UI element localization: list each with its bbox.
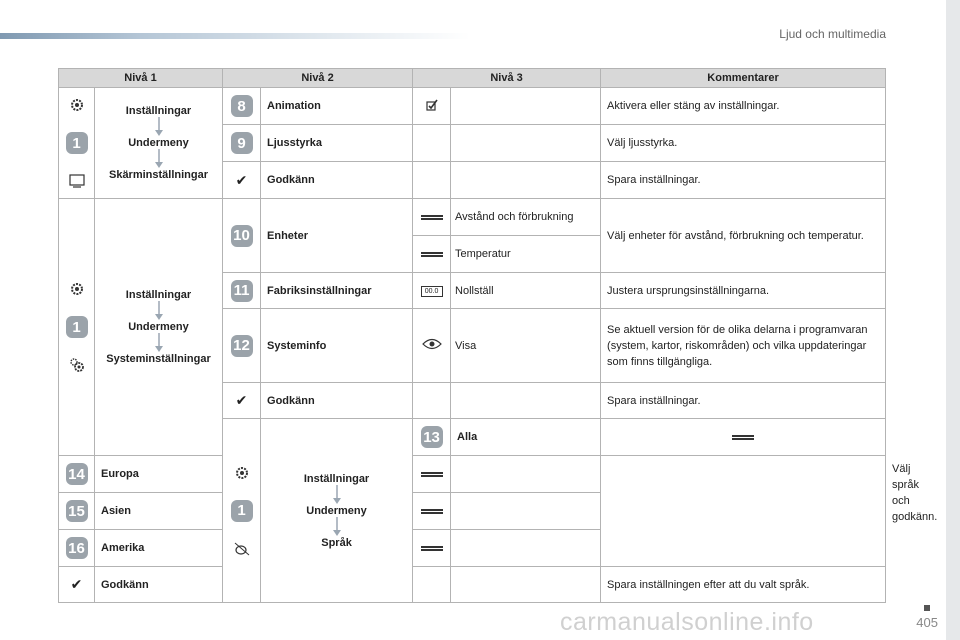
- level2-label: Godkänn: [95, 567, 223, 603]
- arrow-down-icon: [154, 149, 164, 169]
- group3-flow: [261, 419, 413, 603]
- comment-text: Justera ursprungsinställningarna.: [601, 273, 886, 309]
- level2-label: Enheter: [261, 199, 413, 273]
- table-row: [59, 530, 886, 567]
- step-badge: 11: [231, 280, 253, 302]
- group1-icons: [59, 88, 95, 199]
- level3-label: Temperatur: [451, 236, 601, 273]
- col-header-level1: Nivå 1: [59, 69, 223, 88]
- level2-label: Ljusstyrka: [261, 125, 413, 162]
- arrow-down-icon: [154, 301, 164, 321]
- flow-step: Inställningar: [125, 289, 192, 301]
- col-header-comments: Kommentarer: [601, 69, 886, 88]
- comment-text: Aktivera eller stäng av inställningar.: [601, 88, 886, 125]
- page-edge-strip: [946, 0, 960, 640]
- table-header-row: [59, 69, 886, 88]
- comment-text: Välj ljusstyrka.: [601, 125, 886, 162]
- step-badge: 12: [231, 335, 253, 357]
- step-badge: 8: [231, 95, 253, 117]
- level2-label: Europa: [95, 456, 223, 493]
- level2-label: Godkänn: [261, 162, 413, 199]
- arrow-down-icon: [332, 485, 342, 505]
- flow-step: Undermeny: [128, 137, 189, 149]
- level2-label: Godkänn: [261, 383, 413, 419]
- page-number: 405: [916, 615, 938, 630]
- units-icon: [421, 252, 443, 257]
- table-row: [59, 199, 886, 236]
- flow-step: Systeminställningar: [106, 353, 211, 365]
- comment-text: Välj enheter för avstånd, förbrukning och temperatur.: [601, 199, 886, 273]
- level2-label: Asien: [95, 493, 223, 530]
- step-badge: 1: [66, 132, 88, 154]
- col-header-level2: Nivå 2: [223, 69, 413, 88]
- group2-flow: [95, 199, 223, 456]
- section-title: Ljud och multimedia: [779, 27, 886, 41]
- reset-icon: 00.0: [421, 286, 443, 297]
- flow-step: Undermeny: [128, 321, 189, 333]
- flow-step: Språk: [321, 536, 352, 549]
- comment-text: Spara inställningar.: [601, 383, 886, 419]
- table-row: [59, 456, 886, 493]
- level3-label: Visa: [451, 309, 601, 383]
- check-icon: ✔: [235, 171, 248, 188]
- checkbox-icon: [425, 103, 439, 115]
- header-accent-bar: [0, 33, 470, 39]
- units-icon: [421, 546, 443, 551]
- gear-icon: [68, 96, 86, 114]
- language-icon: [233, 540, 251, 558]
- level2-label: Amerika: [95, 530, 223, 567]
- group2-icons: [59, 199, 95, 456]
- table-row: [59, 88, 886, 125]
- level3-label: Avstånd och förbrukning: [451, 199, 601, 236]
- group3-icons: [223, 419, 261, 603]
- step-badge: 15: [66, 500, 88, 522]
- multi-gear-icon: [68, 356, 86, 374]
- step-badge: 1: [66, 316, 88, 338]
- units-icon: [421, 509, 443, 514]
- settings-table: [58, 68, 938, 603]
- level3-label: Nollställ: [451, 273, 601, 309]
- eye-icon: [422, 341, 442, 353]
- step-badge: 13: [421, 426, 443, 448]
- flow-step: Skärminställningar: [108, 169, 209, 181]
- step-badge: 9: [231, 132, 253, 154]
- comment-text: Spara inställningar.: [601, 162, 886, 199]
- step-badge: 16: [66, 537, 88, 559]
- gear-icon: [233, 464, 251, 482]
- comment-text: Spara inställningen efter att du valt språk.: [601, 567, 886, 603]
- arrow-down-icon: [332, 517, 342, 537]
- step-badge: 10: [231, 225, 253, 247]
- page-marker-dot: [924, 605, 930, 611]
- check-icon: ✔: [235, 392, 248, 408]
- table-row: [59, 493, 886, 530]
- units-icon: [421, 215, 443, 220]
- step-badge: 14: [66, 463, 88, 485]
- level2-label: Systeminfo: [261, 309, 413, 383]
- arrow-down-icon: [154, 117, 164, 137]
- level2-label: Animation: [261, 88, 413, 125]
- flow-step: Undermeny: [306, 504, 367, 517]
- gear-icon: [68, 280, 86, 298]
- level2-label: Alla: [451, 419, 601, 456]
- check-icon: ✔: [70, 576, 83, 592]
- flow-step: Inställningar: [303, 472, 370, 485]
- comment-text: Se aktuell version för de olika delarna i programvaran (system, kartor, riskområden) och vilka uppdateringar som finns tillgängliga.: [601, 309, 886, 383]
- table-row: [59, 567, 886, 603]
- arrow-down-icon: [154, 333, 164, 353]
- level2-label: Fabriksinställningar: [261, 273, 413, 309]
- watermark: carmanualsonline.info: [560, 608, 814, 636]
- units-icon: [421, 472, 443, 477]
- col-header-level3: Nivå 3: [413, 69, 601, 88]
- table-row: 1 Inställningar Undermeny Språk 13 Alla Välj språk och godkänn.: [59, 419, 886, 456]
- units-icon: [732, 435, 754, 440]
- flow-step: Inställningar: [125, 105, 192, 117]
- step-badge: 1: [231, 500, 253, 522]
- group1-flow: [95, 88, 223, 199]
- screen-icon: [68, 172, 86, 190]
